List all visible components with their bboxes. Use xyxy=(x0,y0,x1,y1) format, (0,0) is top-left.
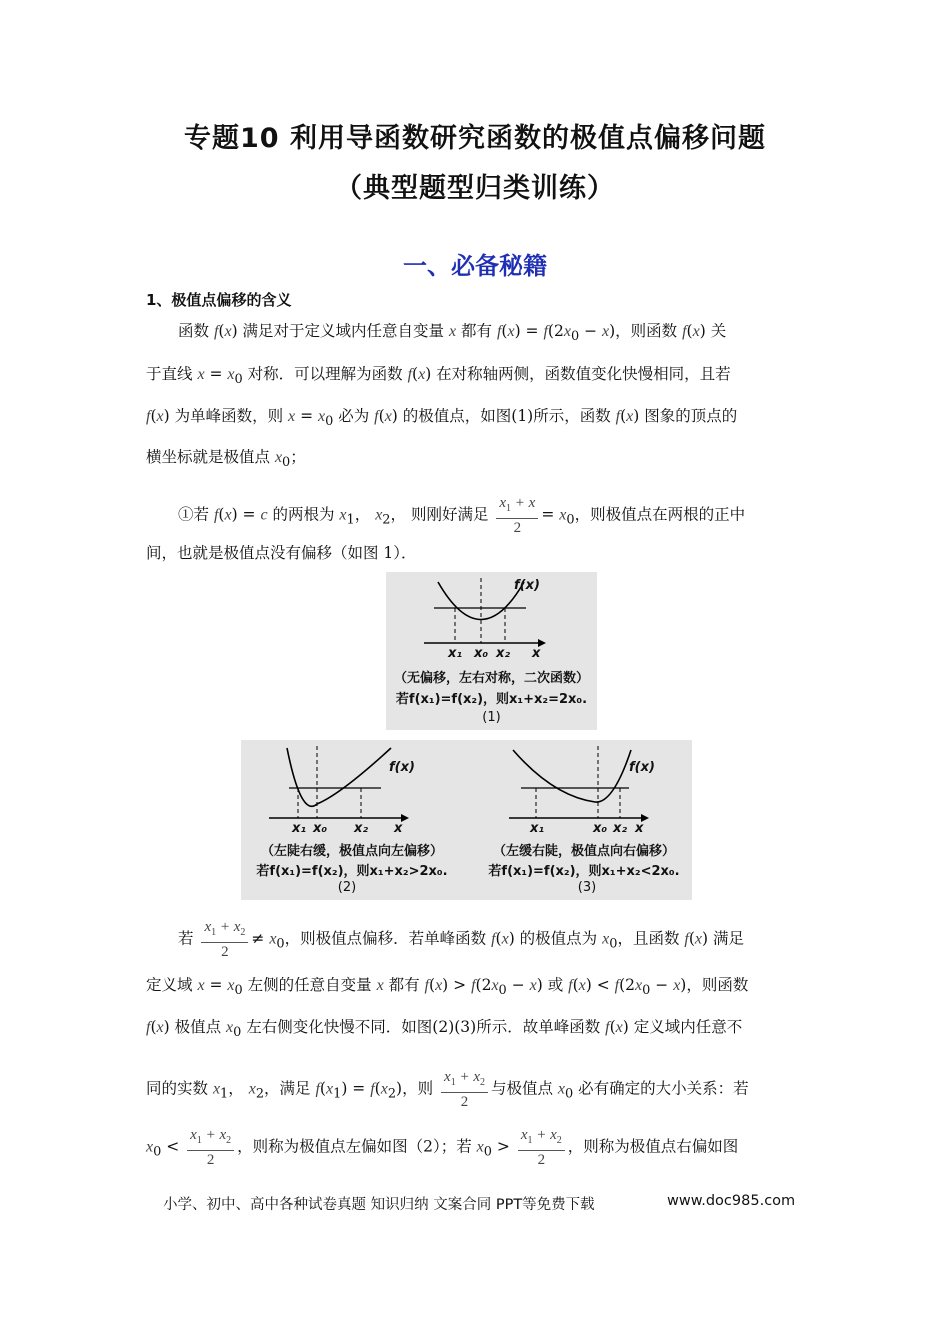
paragraph-line: $x_0$ < $\frac{x_1 + x_2}{2}$ ，则称为极值点左偏如图（2）；若 $x_0$ > $\frac{x_1 + x_2}{2}$ ，则称为极值点右偏如图 xyxy=(146,1127,739,1168)
page-subtitle: （典型题型归类训练） xyxy=(335,173,615,204)
paragraph-line: f(x) 为单峰函数，则 $x = x_0$ 必为 f(x) 的极值点，如图(1)所示，函数 f(x) 图象的顶点的 xyxy=(146,407,738,430)
paragraph-line: 定义域 $x = x_0$ 左侧的任意自变量 x 都有 $f(x) > f(2x_0 - x)$ 或 $f(x) < f(2x_0 - x)$，则函数 xyxy=(146,976,749,999)
paragraph-line: f(x) 极值点 $x_0$ 左右侧变化快慢不同．如图(2)(3)所示．故单峰函数 f(x) 定义域内任意不 xyxy=(146,1018,743,1041)
tick-x1: x₁ xyxy=(448,646,463,661)
paragraph-line: 于直线 $x = x_0$ 对称．可以理解为函数 f(x) 在对称轴两侧，函数值变化快慢相同，且若 xyxy=(146,365,731,388)
function-label: f(x) xyxy=(514,578,540,593)
function-label: f(x) xyxy=(629,760,655,775)
function-label: f(x) xyxy=(389,760,415,775)
figure-number: (3) xyxy=(577,880,597,895)
figure-caption: 若f(x₁)=f(x₂)，则x₁+x₂>2x₀. xyxy=(256,864,448,879)
tick-x1: x₁ xyxy=(530,821,545,836)
tick-x0: x₀ xyxy=(474,646,489,661)
figure-caption: （左缓右陡，极值点向右偏移） xyxy=(492,844,675,859)
paragraph-line: ①若 f(x) = c 的两根为 $x_1$， $x_2$， 则刚好满足 $\frac{x_1 + x}{2}$ = $x_0$，则极值点在两根的正中 xyxy=(178,495,746,536)
paragraph-line: 横坐标就是极值点 $x_0$； xyxy=(146,448,306,471)
paragraph-line: 函数 f(x) 满足对于定义域内任意自变量 x 都有 $f(x) = f(2x_0 - x)$，则函数 f(x) 关 xyxy=(178,322,727,345)
tick-x1: x₁ xyxy=(292,821,307,836)
paragraph-line: 若 $\frac{x_1 + x_2}{2}$ ≠ $x_0$，则极值点偏移．若单峰函数 f(x) 的极值点为 $x_0$，且函数 f(x) 满足 xyxy=(178,919,744,960)
figure-caption: （左陡右缓，极值点向左偏移） xyxy=(260,844,443,859)
paragraph-line: 间，也就是极值点没有偏移（如图 1）． xyxy=(146,544,417,562)
subsection-heading: 1、极值点偏移的含义 xyxy=(146,291,292,309)
figure-caption: 若f(x₁)=f(x₂)，则x₁+x₂<2x₀. xyxy=(488,864,680,879)
tick-x2: x₂ xyxy=(354,821,369,836)
axis-label-x: x xyxy=(394,821,403,836)
paragraph-line: 同的实数 $x_1$， $x_2$，满足 $f(x_1) = f(x_2)$，则 $\frac{x_1 + x_2}{2}$ 与极值点 $x_0$ 必有确定的大小关系：若 xyxy=(146,1069,749,1110)
tick-x0: x₀ xyxy=(313,821,328,836)
figure-2-3 xyxy=(241,740,692,900)
figure-caption: 若f(x₁)=f(x₂)，则x₁+x₂=2x₀. xyxy=(395,692,588,707)
page-title: 专题10 利用导函数研究函数的极值点偏移问题 xyxy=(184,123,766,154)
axis-label-x: x xyxy=(635,821,644,836)
tick-x2: x₂ xyxy=(613,821,628,836)
figure-number: (2) xyxy=(337,880,357,895)
footer-text: 小学、初中、高中各种试卷真题 知识归纳 文案合同 PPT等免费下载 xyxy=(163,1197,595,1213)
section-heading: 一、必备秘籍 xyxy=(403,252,547,280)
tick-x2: x₂ xyxy=(496,646,511,661)
axis-label-x: x xyxy=(532,646,541,661)
figure-caption: （无偏移，左右对称，二次函数） xyxy=(393,671,589,686)
tick-x0: x₀ xyxy=(593,821,608,836)
footer-link[interactable]: www.doc985.com xyxy=(667,1193,796,1209)
figure-number: (1) xyxy=(482,710,501,725)
figure-1 xyxy=(386,572,597,730)
